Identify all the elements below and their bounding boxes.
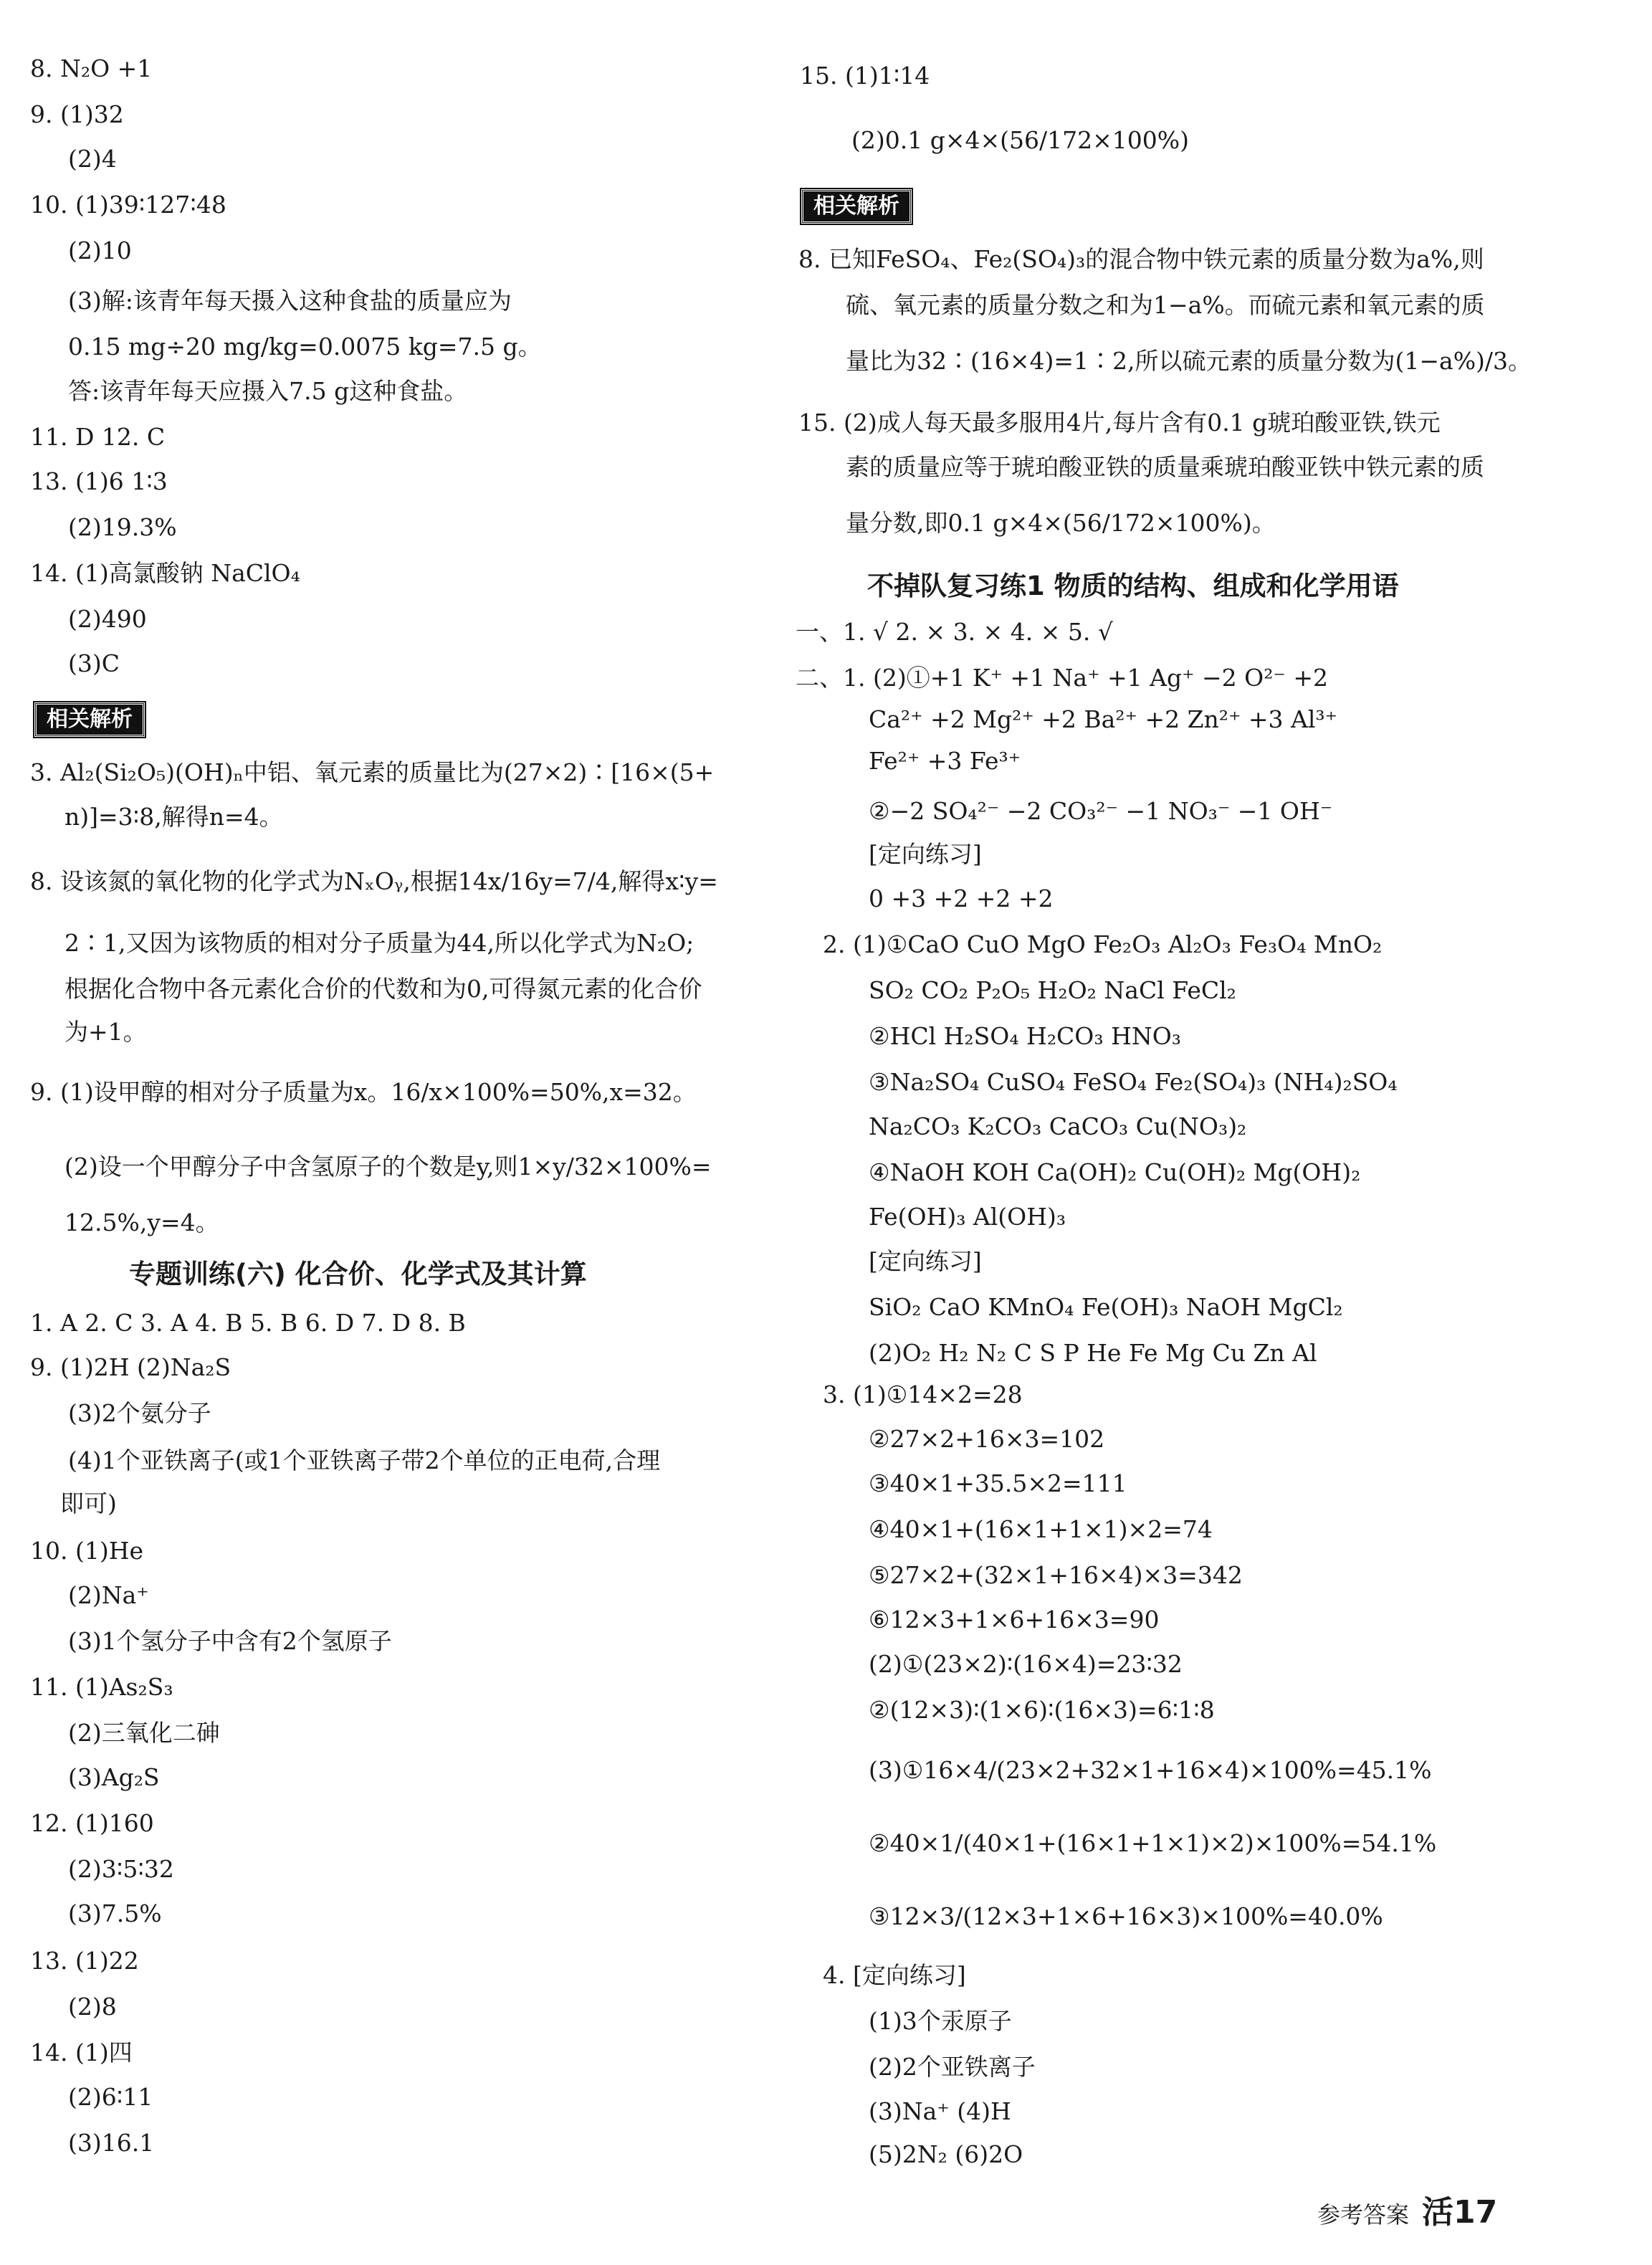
answer-line: ③40×1+35.5×2=111 [869,1469,1127,1497]
answer-line: 9. (1)2H (2)Na₂S [30,1353,231,1381]
answer-line: (3)解:该青年每天摄入这种食盐的质量应为 [68,287,512,315]
analysis-line: 8. 已知FeSO₄、Fe₂(SO₄)₃的混合物中铁元素的质量分数为a%,则 [798,245,1484,273]
answer-line: 2. (1)①CaO CuO MgO Fe₂O₃ Al₂O₃ Fe₃O₄ MnO₂ [823,930,1383,958]
answer-line: (3)16.1 [68,2129,155,2157]
section-title: 专题训练(六) 化合价、化学式及其计算 [129,1259,587,1289]
answer-line: (2)19.3% [68,513,177,541]
page-footer [1317,2186,1497,2232]
answer-line: (2)3∶5∶32 [68,1855,174,1883]
answer-line: 8. N₂O +1 [30,54,153,82]
answer-line: ⑤27×2+(32×1+16×4)×3=342 [869,1561,1243,1589]
answer-line: (2)O₂ H₂ N₂ C S P He Fe Mg Cu Zn Al [869,1339,1317,1367]
answer-line: (3)①16×4/(23×2+32×1+16×4)×100%=45.1% [869,1756,1432,1784]
analysis-tag: 相关解析 [801,189,912,224]
analysis-line: 12.5%,y=4。 [65,1208,219,1236]
answer-line: Fe(OH)₃ Al(OH)₃ [869,1203,1066,1231]
answer-line: (3)1个氢分子中含有2个氢原子 [68,1627,392,1655]
answer-line: 即可) [60,1489,117,1517]
answer-line: 13. (1)6 1∶3 [30,467,168,495]
answer-line: (3)C [68,649,120,677]
answer-line: (2)490 [68,605,147,633]
answer-line: ②27×2+16×3=102 [869,1425,1105,1453]
answer-line: (3)Ag₂S [68,1763,160,1791]
answer-line: (2)8 [68,1993,117,2021]
footer-label: 参考答案 [1317,2201,1410,2228]
answer-line: Fe²⁺ +3 Fe³⁺ [869,747,1021,775]
answer-line: (2)2个亚铁离子 [869,2053,1036,2081]
analysis-line: 2∶1,又因为该物质的相对分子质量为44,所以化学式为N₂O; [65,929,694,957]
analysis-line: 根据化合物中各元素化合价的代数和为0,可得氮元素的化合价 [65,975,702,1003]
analysis-tag: 相关解析 [34,702,145,737]
answer-line: ⑥12×3+1×6+16×3=90 [869,1606,1160,1634]
answer-line: (2)10 [68,237,132,264]
analysis-line: 量分数,即0.1 g×4×(56/172×100%)。 [846,509,1276,537]
answer-line: ②(12×3)∶(1×6)∶(16×3)=6∶1∶8 [869,1696,1215,1724]
answer-line: 一、1. √ 2. × 3. × 4. × 5. √ [796,618,1113,646]
answer-line: (2)三氧化二砷 [68,1719,220,1747]
answer-line: ④NaOH KOH Ca(OH)₂ Cu(OH)₂ Mg(OH)₂ [869,1158,1361,1186]
answer-line: ④40×1+(16×1+1×1)×2=74 [869,1515,1213,1543]
answer-line: (2)Na⁺ [68,1581,149,1609]
answer-line: 9. (1)32 [30,100,124,128]
answer-line: ③12×3/(12×3+1×6+16×3)×100%=40.0% [869,1902,1383,1930]
answer-line: (2)4 [68,145,117,173]
answer-line: 0.15 mg÷20 mg/kg=0.0075 kg=7.5 g。 [68,333,542,361]
answer-line: ③Na₂SO₄ CuSO₄ FeSO₄ Fe₂(SO₄)₃ (NH₄)₂SO₄ [869,1068,1398,1096]
answer-line: 14. (1)四 [30,2039,133,2066]
section-title: 不掉队复习练1 物质的结构、组成和化学用语 [867,571,1399,601]
answer-line: 12. (1)160 [30,1809,154,1837]
answer-line: (4)1个亚铁离子(或1个亚铁离子带2个单位的正电荷,合理 [68,1446,661,1474]
answer-line: SO₂ CO₂ P₂O₅ H₂O₂ NaCl FeCl₂ [869,976,1236,1004]
answer-line: 4. [定向练习] [823,1961,966,1989]
analysis-line: 9. (1)设甲醇的相对分子质量为x。16/x×100%=50%,x=32。 [30,1078,697,1106]
answer-line: 10. (1)39∶127∶48 [30,191,226,219]
analysis-line: 量比为32∶(16×4)=1∶2,所以硫元素的质量分数为(1−a%)/3。 [846,347,1532,375]
answer-line: 14. (1)高氯酸钠 NaClO₄ [30,559,300,587]
analysis-line: 为+1。 [65,1018,147,1046]
answer-line: (2)6∶11 [68,2083,153,2111]
answer-line: (2)0.1 g×4×(56/172×100%) [851,126,1189,154]
answer-line: (3)7.5% [68,1899,162,1927]
answer-line: SiO₂ CaO KMnO₄ Fe(OH)₃ NaOH MgCl₂ [869,1293,1343,1321]
analysis-line: 15. (2)成人每天最多服用4片,每片含有0.1 g琥珀酸亚铁,铁元 [798,409,1441,437]
answer-line: ②HCl H₂SO₄ H₂CO₃ HNO₃ [869,1022,1182,1050]
analysis-line: (2)设一个甲醇分子中含氢原子的个数是y,则1×y/32×100%= [65,1153,712,1181]
answer-line: 1. A 2. C 3. A 4. B 5. B 6. D 7. D 8. B [30,1309,466,1337]
answer-line: 10. (1)He [30,1537,144,1565]
answer-line: [定向练习] [869,840,982,868]
answer-line: (3)Na⁺ (4)H [869,2097,1011,2125]
analysis-line: 3. Al₂(Si₂O₅)(OH)ₙ中铝、氧元素的质量比为(27×2)∶[16×(5+ [30,758,715,786]
analysis-line: 硫、氧元素的质量分数之和为1−a%。而硫元素和氧元素的质 [846,291,1485,319]
answer-line: (3)2个氨分子 [68,1399,211,1427]
answer-line: 答:该青年每天应摄入7.5 g这种食盐。 [68,377,468,405]
answer-line: 11. D 12. C [30,423,166,451]
answer-line: [定向练习] [869,1247,982,1275]
analysis-line: n)]=3∶8,解得n=4。 [65,803,283,831]
answer-line: (1)3个汞原子 [869,2007,1012,2035]
analysis-line: 素的质量应等于琥珀酸亚铁的质量乘琥珀酸亚铁中铁元素的质 [846,453,1484,481]
page-number: 活17 [1422,2194,1498,2231]
answer-line: ②40×1/(40×1+(16×1+1×1)×2)×100%=54.1% [869,1829,1437,1857]
answer-line: Na₂CO₃ K₂CO₃ CaCO₃ Cu(NO₃)₂ [869,1112,1247,1140]
analysis-line: 8. 设该氮的氧化物的化学式为NₓOᵧ,根据14x/16y=7/4,解得x∶y= [30,867,718,895]
answer-line: (2)①(23×2)∶(16×4)=23∶32 [869,1650,1183,1678]
answer-line: (5)2N₂ (6)2O [869,2140,1023,2168]
answer-line: Ca²⁺ +2 Mg²⁺ +2 Ba²⁺ +2 Zn²⁺ +3 Al³⁺ [869,705,1338,733]
answer-line: 15. (1)1∶14 [800,62,930,90]
answer-line: 13. (1)22 [30,1947,139,1975]
answer-line: 0 +3 +2 +2 +2 [869,884,1054,912]
answer-line: ②−2 SO₄²⁻ −2 CO₃²⁻ −1 NO₃⁻ −1 OH⁻ [869,797,1333,825]
answer-line: 二、1. (2)①+1 K⁺ +1 Na⁺ +1 Ag⁺ −2 O²⁻ +2 [796,664,1328,692]
answer-line: 3. (1)①14×2=28 [823,1381,1023,1408]
answer-line: 11. (1)As₂S₃ [30,1673,173,1701]
